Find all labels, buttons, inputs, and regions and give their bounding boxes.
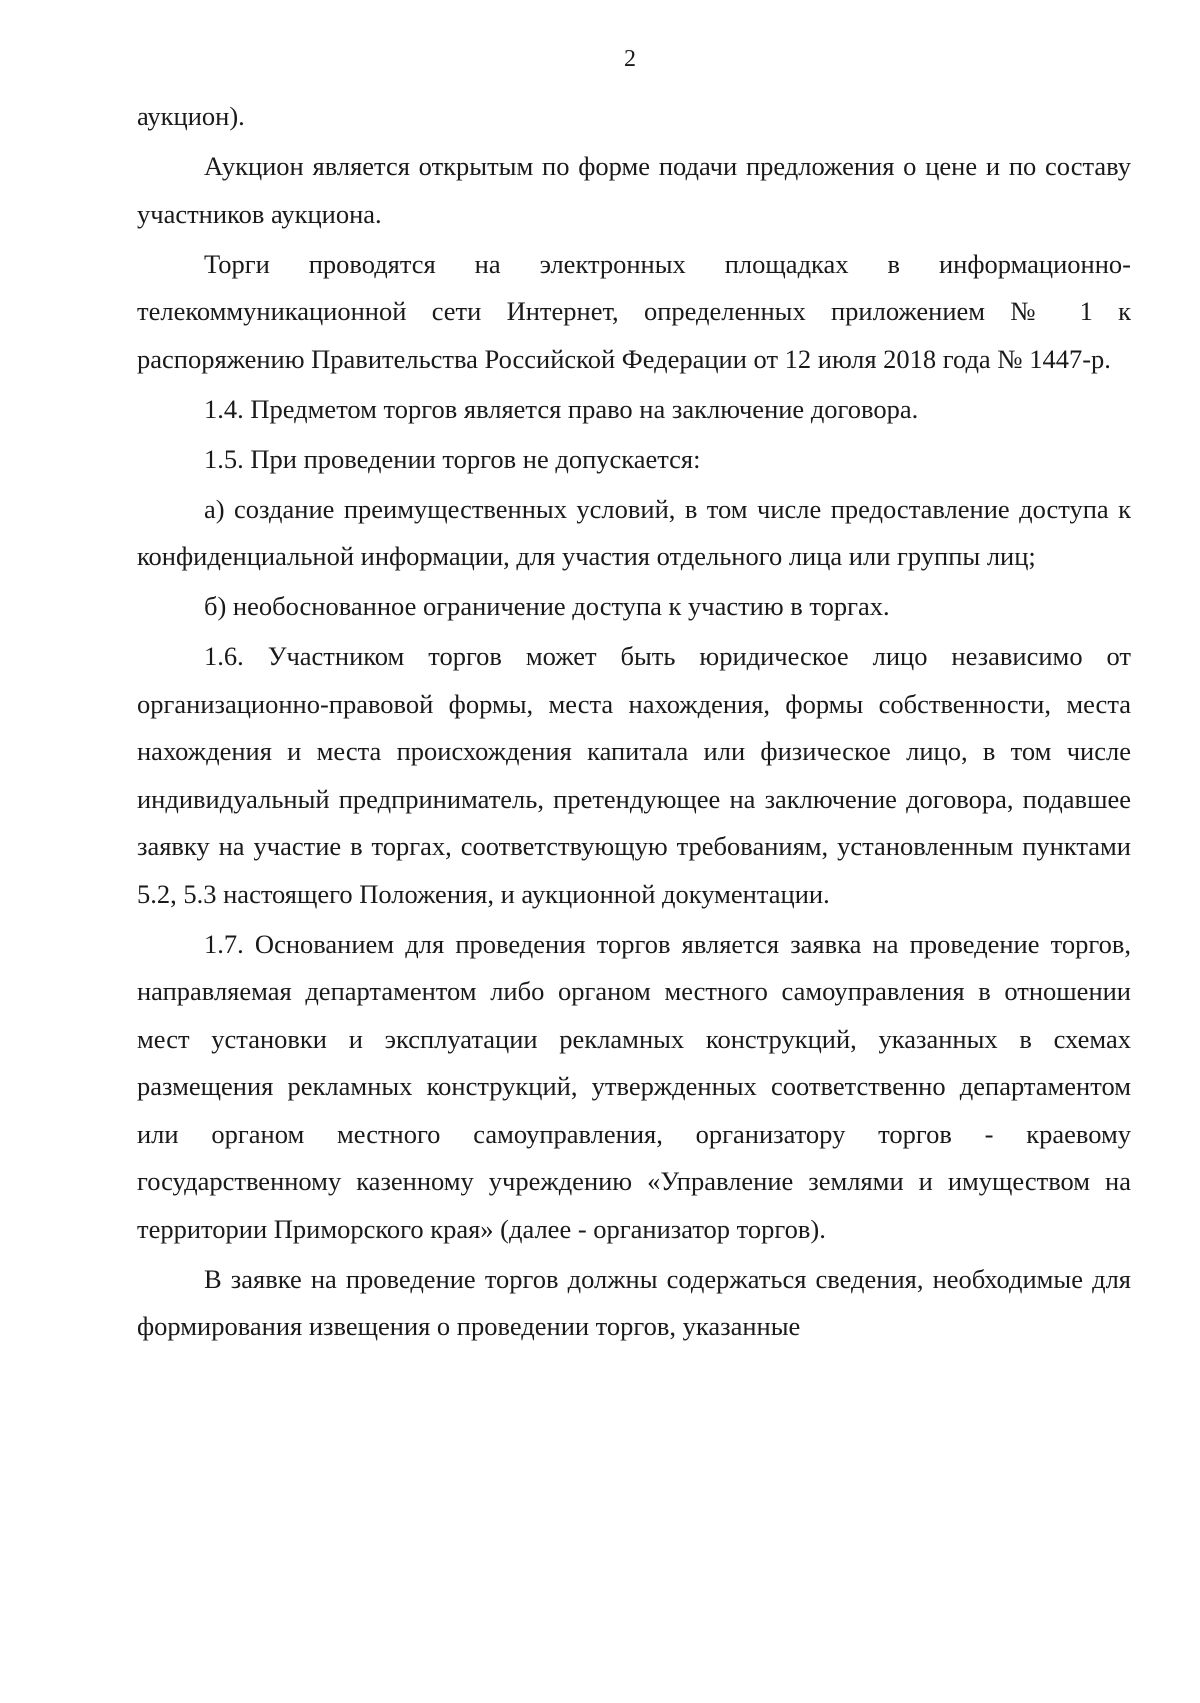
paragraph-1-7: 1.7. Основанием для проведения торгов является заявка на проведение торгов, направляемая департаментом либо органом местного самоуправления в отношении мест установки и эксплуатации рекламных конструкций, указанных в схемах размещения рекламных конструкций, утвержденных соответственно департаментом или органом местного самоуправления, организатору торгов - краевому государственному казенному учреждению «Управление землями и имуществом на территории Приморского края» (далее - организатор торгов). — [137, 928, 1131, 1244]
paragraph-auction-form: Аукцион является открытым по форме подачи предложения о цене и по составу участников аукциона. — [137, 151, 1131, 229]
paragraph-1-5-a: а) создание преимущественных условий, в том числе предоставление доступа к конфиденциальной информации, для участия отдельного лица или группы лиц; — [137, 493, 1131, 571]
paragraph-1-4: 1.4. Предметом торгов является право на заключение договора. — [204, 393, 919, 424]
paragraph-application-contents: В заявке на проведение торгов должны содержаться сведения, необходимые для формирования извещения о проведении торгов, указанные — [137, 1263, 1131, 1341]
document-body — [137, 93, 1131, 1353]
page-number: 2 — [624, 46, 636, 72]
paragraph-continuation: аукцион). — [137, 101, 245, 131]
paragraph-1-5: 1.5. При проведении торгов не допускается: — [204, 443, 701, 474]
paragraph-1-6: 1.6. Участником торгов может быть юридическое лицо независимо от организационно-правовой формы, места нахождения, формы собственности, места нахождения и места происхождения капитала или физическое лицо, в том числе индивидуальный предприниматель, претендующее на заключение договора, подавшее заявку на участие в торгах, соответствующую требованиям, установленным пунктами 5.2, 5.3 настоящего Положения, и аукционной документации. — [137, 641, 1131, 909]
paragraph-electronic-platforms: Торги проводятся на электронных площадках в информационно-телекоммуникационной сети Интернет, определенных приложением № 1 к распоряжению Правительства Российской Федерации от 12 июля 2018 года № 1447-р. — [137, 248, 1131, 374]
paragraph-1-5-b: б) необоснованное ограничение доступа к участию в торгах. — [204, 591, 890, 621]
